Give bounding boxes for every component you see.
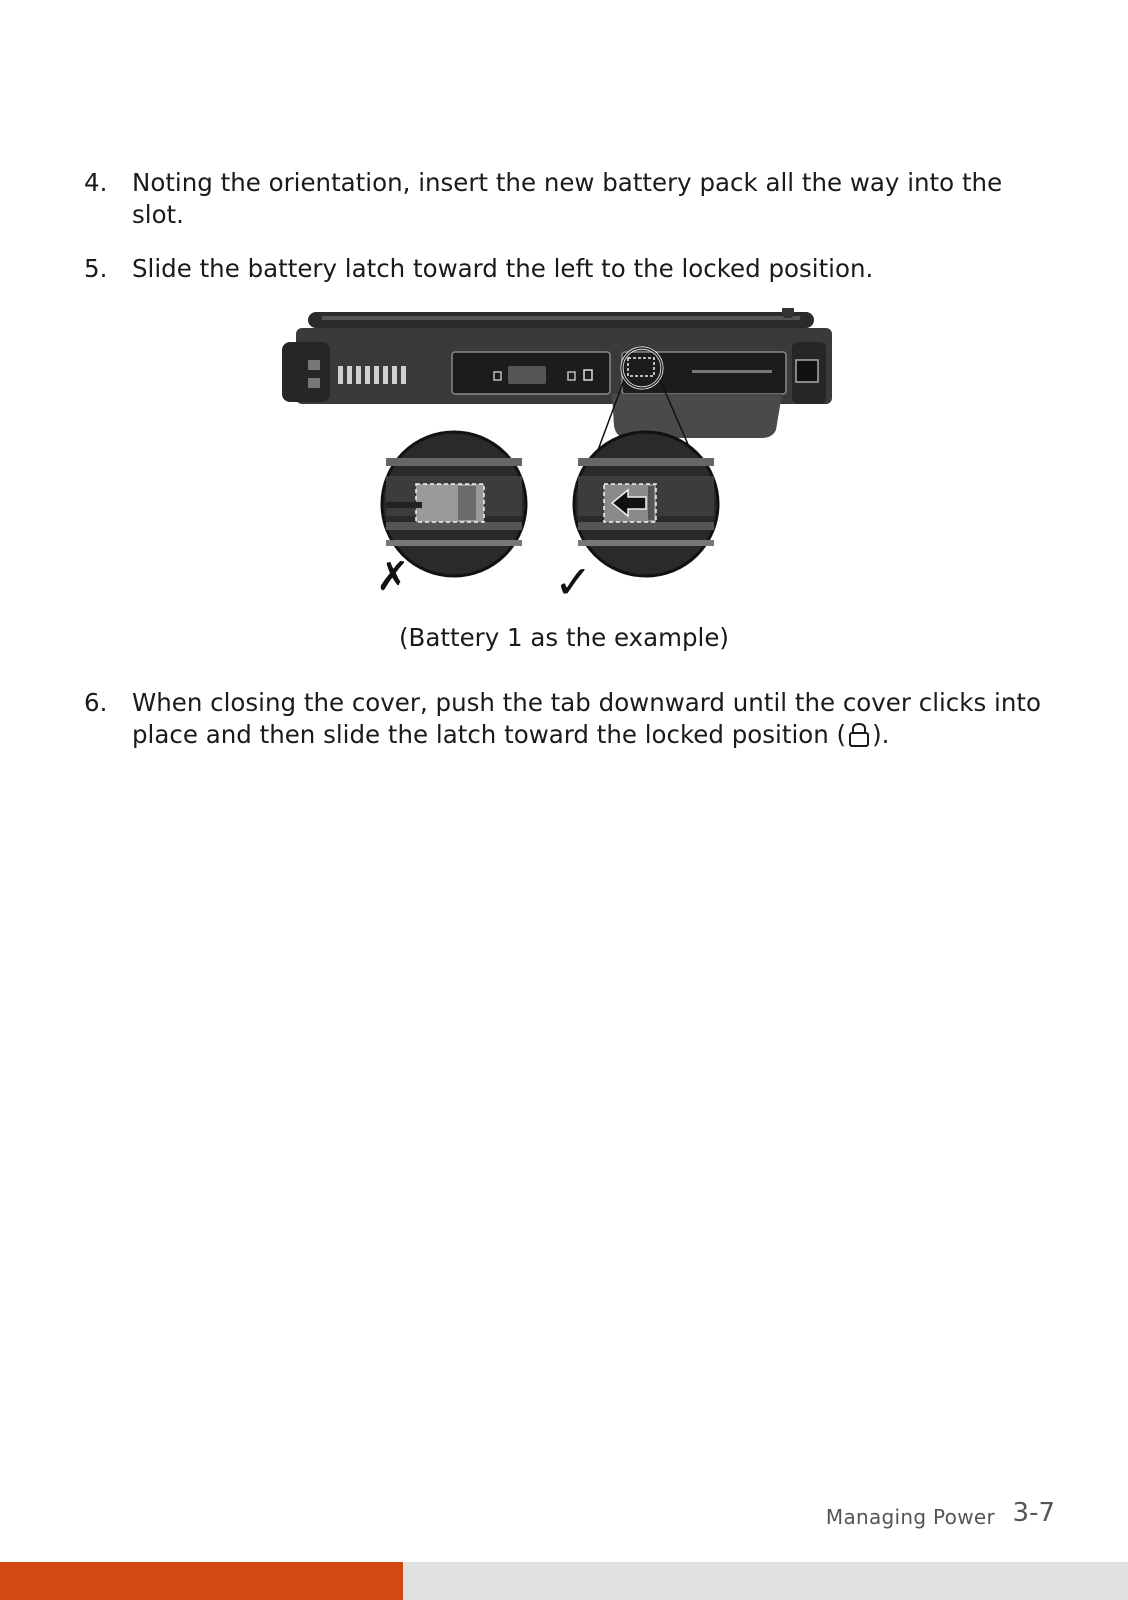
- laptop-illustration: [282, 308, 832, 438]
- step-number: 4.: [84, 168, 108, 197]
- battery-latch-figure: [282, 308, 846, 612]
- figure-caption: (Battery 1 as the example): [399, 623, 729, 652]
- step-text: [132, 687, 1044, 751]
- footer-section-title: Managing Power: [825, 1505, 995, 1529]
- wrong-mark: ✗: [376, 554, 410, 600]
- page-number: 3-7: [1012, 1498, 1055, 1528]
- step-text: Noting the orientation, insert the new battery pack all the way into the slot.: [132, 168, 1003, 229]
- step-number: 5.: [84, 254, 108, 283]
- right-mark: ✓: [554, 555, 593, 609]
- step-6: [84, 687, 1044, 751]
- latch-locked-zoom: [574, 432, 718, 576]
- step-text-before: When closing the cover, push the tab downward until the cover clicks into place and then slide the latch toward the locked position (: [132, 688, 1041, 749]
- step-text-after: ).: [872, 720, 890, 749]
- step-5: [84, 253, 1044, 285]
- lock-icon: [847, 722, 871, 748]
- step-text: Slide the battery latch toward the left to the locked position.: [132, 254, 874, 283]
- footer-accent-bar: [0, 1562, 403, 1600]
- step-number: 6.: [84, 688, 108, 717]
- step-4: [84, 167, 1044, 231]
- footer-gray-bar: [403, 1562, 1128, 1600]
